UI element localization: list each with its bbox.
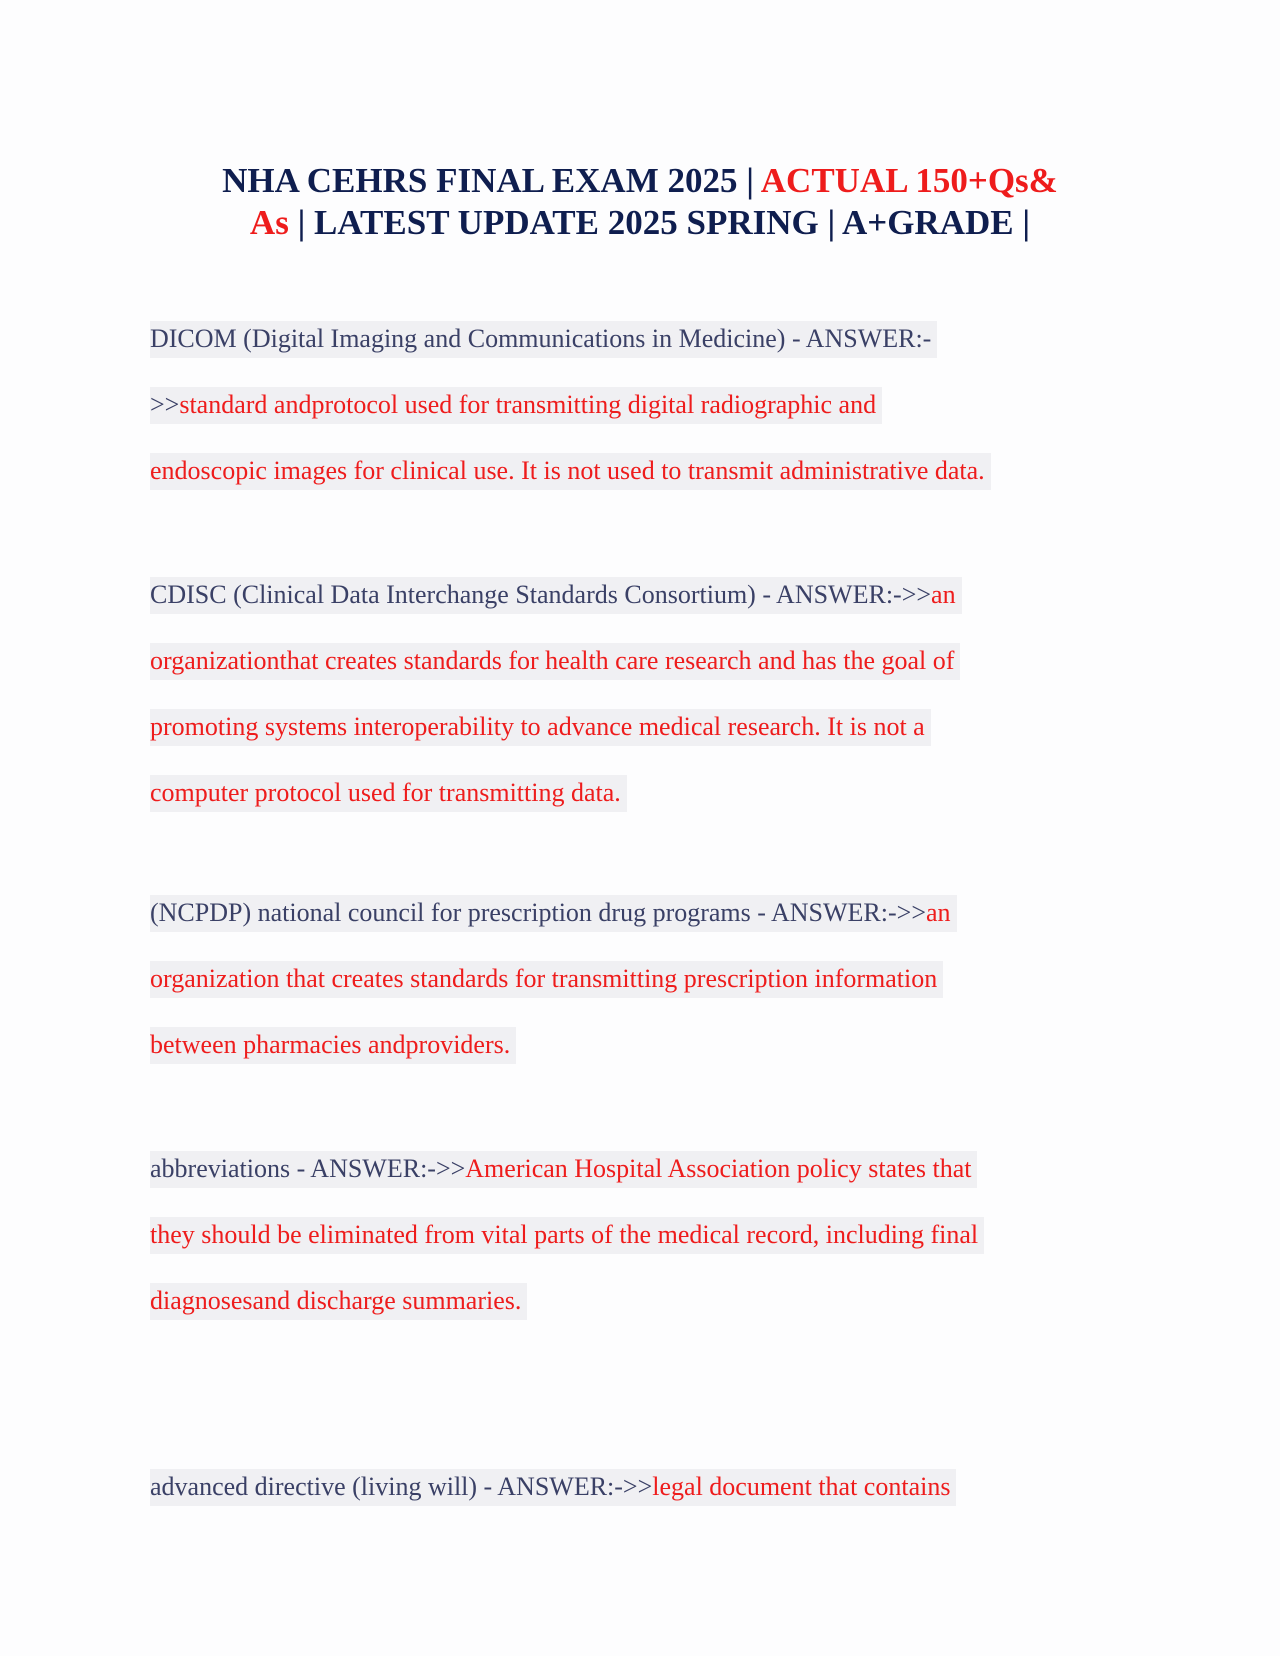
entry-arrow: >> bbox=[150, 390, 180, 419]
title-part-2: ACTUAL 150+Qs& bbox=[760, 161, 1058, 200]
entry-answer-line: they should be eliminated from vital parts of the medical record, including final bbox=[150, 1217, 984, 1254]
entry-answer-line: endoscopic images for clinical use. It is not used to transmit administrative data. bbox=[150, 453, 991, 490]
entry-answer-start: an bbox=[925, 898, 951, 927]
document-title bbox=[150, 160, 1130, 244]
qa-entry-abbreviations bbox=[150, 1136, 1110, 1334]
entry-term: (NCPDP) national council for prescription drug programs - ANSWER:->> bbox=[150, 898, 926, 927]
title-part-3: As bbox=[249, 203, 289, 242]
title-part-4: | LATEST UPDATE 2025 SPRING | A+GRADE | bbox=[288, 203, 1031, 242]
entry-term: CDISC (Clinical Data Interchange Standards Consortium) - ANSWER:->> bbox=[150, 580, 932, 609]
entry-term: abbreviations - ANSWER:->> bbox=[150, 1154, 466, 1183]
entry-answer-line: organizationthat creates standards for health care research and has the goal of bbox=[150, 643, 960, 680]
entry-answer-line: standard andprotocol used for transmitting digital radiographic and bbox=[179, 390, 877, 419]
entry-answer-start: American Hospital Association policy states that bbox=[465, 1154, 972, 1183]
qa-entry-advanced-directive bbox=[150, 1454, 1110, 1520]
entry-term: DICOM (Digital Imaging and Communications in Medicine) - ANSWER:- bbox=[150, 321, 937, 358]
qa-entry-dicom bbox=[150, 306, 1110, 504]
entry-answer-line: diagnosesand discharge summaries. bbox=[150, 1283, 527, 1320]
entry-term: advanced directive (living will) - ANSWER:->> bbox=[150, 1472, 653, 1501]
entry-answer-start: an bbox=[931, 580, 956, 609]
entry-answer-line: between pharmacies andproviders. bbox=[150, 1027, 516, 1064]
entry-answer-line: computer protocol used for transmitting data. bbox=[150, 775, 627, 812]
entry-answer-line: organization that creates standards for transmitting prescription information bbox=[150, 961, 943, 998]
title-part-1: NHA CEHRS FINAL EXAM 2025 | bbox=[222, 161, 761, 200]
entry-answer-start: legal document that contains bbox=[652, 1472, 951, 1501]
qa-entry-ncpdp bbox=[150, 880, 1110, 1078]
entry-answer-line: promoting systems interoperability to advance medical research. It is not a bbox=[150, 709, 931, 746]
qa-entry-cdisc bbox=[150, 562, 1110, 826]
